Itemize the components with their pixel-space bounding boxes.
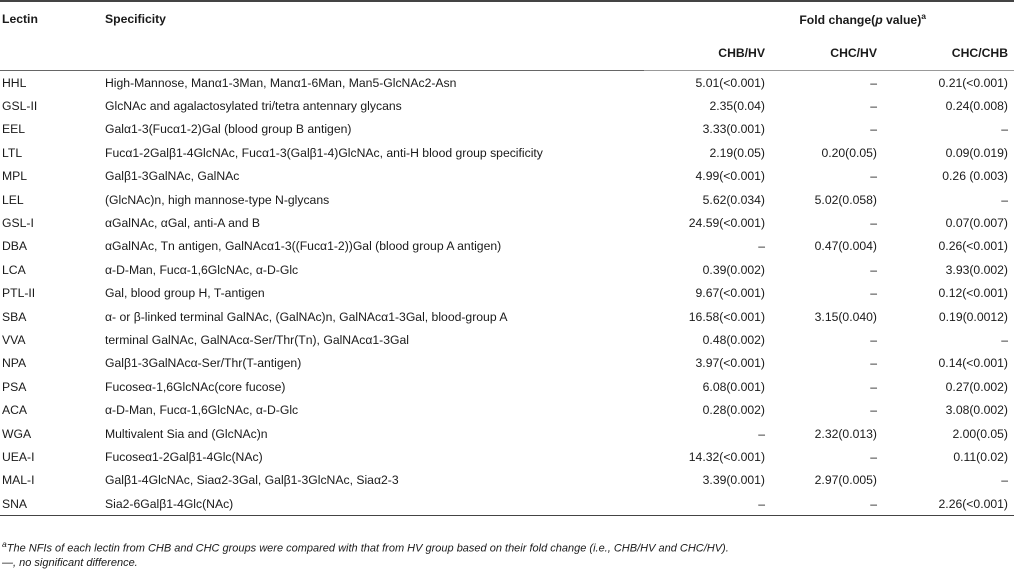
footnote-a [2,539,729,555]
cell-lectin: MAL-I [2,473,35,488]
cell-specificity: α-D-Man, Fucα-1,6GlcNAc, α-D-Glc [105,403,299,418]
cell-lectin: VVA [2,332,26,347]
table-row [0,469,1014,492]
cell-lectin: DBA [2,239,28,254]
table-row [0,422,1014,445]
cell-chc-hv: 3.15(0.040) [814,309,877,324]
table-row [0,328,1014,351]
table-row [0,118,1014,141]
cell-lectin: UEA-I [2,449,35,464]
table-body [0,71,1014,516]
table-row [0,94,1014,117]
table-row [0,235,1014,258]
cell-specificity: Multivalent Sia and (GlcNAc)n [105,426,268,441]
footnote-dash: —, no significant difference. [2,557,138,569]
cell-lectin: ACA [2,403,28,418]
cell-chc-hv: – [870,169,877,184]
table-row [0,305,1014,328]
cell-lectin: MPL [2,169,28,184]
cell-specificity: αGalNAc, αGal, anti-A and B [105,216,260,231]
cell-chc-chb: 2.26(<0.001) [883,492,1014,516]
cell-chc-hv: – [870,332,877,347]
table-row [0,282,1014,305]
cell-specificity: Fucα1-2Galβ1-4GlcNAc, Fucα1-3(Galβ1-4)GlcNAc, anti-H blood group specificity [105,145,543,160]
cell-chb-hv: 2.35(0.04) [709,99,765,114]
cell-chb-hv: 0.28(0.002) [702,403,765,418]
cell-specificity: High-Mannose, Manα1-3Man, Manα1-6Man, Man5-GlcNAc2-Asn [105,75,457,90]
cell-chb-hv: – [644,492,771,516]
cell-chb-hv: 3.39(0.001) [702,473,765,488]
cell-lectin: LCA [2,262,26,277]
table-row [0,375,1014,398]
cell-chc-chb: 0.07(0.007) [945,216,1008,231]
cell-specificity: Galβ1-3GalNAc, GalNAc [105,169,240,184]
cell-specificity: (GlcNAc)n, high mannose-type N-glycans [105,192,330,207]
cell-lectin: SNA [0,492,104,516]
cell-lectin: HHL [2,75,27,90]
cell-chc-chb: 0.09(0.019) [945,145,1008,160]
table-row [0,188,1014,211]
cell-chb-hv: 9.67(<0.001) [695,286,765,301]
cell-chc-hv: 0.20(0.05) [821,145,877,160]
cell-chc-chb: 0.26(<0.001) [938,239,1008,254]
cell-chc-hv: – [771,492,883,516]
cell-chc-chb: 0.26 (0.003) [942,169,1008,184]
table-row [0,445,1014,468]
cell-chb-hv: 24.59(<0.001) [688,216,765,231]
cell-chb-hv: – [758,239,765,254]
cell-chb-hv: 16.58(<0.001) [688,309,765,324]
col-header-specificity: Specificity [105,12,166,26]
cell-chc-hv: – [870,122,877,137]
cell-chc-chb: 0.27(0.002) [945,379,1008,394]
col-header-chc-hv: CHC/HV [771,36,883,71]
cell-lectin: PSA [2,379,27,394]
cell-chc-chb: 0.14(<0.001) [938,356,1008,371]
cell-chc-hv: – [870,403,877,418]
cell-lectin: LEL [2,192,24,207]
cell-chc-hv: 2.97(0.005) [814,473,877,488]
cell-lectin: LTL [2,145,23,160]
col-header-lectin: Lectin [2,12,38,26]
cell-chc-chb: – [1001,332,1008,347]
cell-chc-hv: – [870,286,877,301]
cell-chb-hv: 5.62(0.034) [702,192,765,207]
cell-specificity: Galβ1-3GalNAcα-Ser/Thr(T-antigen) [105,356,302,371]
cell-chb-hv: 2.19(0.05) [709,145,765,160]
fold-change-p: p [875,13,883,28]
cell-chc-chb: 0.11(0.02) [953,449,1008,464]
table-row [0,492,1014,516]
col-header-chc-chb: CHC/CHB [883,36,1014,71]
cell-specificity: αGalNAc, Tn antigen, GalNAcα1-3((Fucα1-2))Gal (blood group A antigen) [105,239,502,254]
cell-chb-hv: – [758,426,765,441]
cell-chc-chb: 0.12(<0.001) [938,286,1008,301]
cell-specificity: Fucoseα1-2Galβ1-4Glc(NAc) [105,449,263,464]
cell-lectin: WGA [2,426,32,441]
cell-chc-hv: – [870,75,877,90]
col-header-fold-change [644,1,1014,36]
cell-chb-hv: 0.48(0.002) [702,332,765,347]
cell-chc-chb: – [1001,192,1008,207]
cell-chc-hv: – [870,216,877,231]
cell-lectin: GSL-I [2,216,34,231]
cell-chc-hv: 2.32(0.013) [814,426,877,441]
cell-chb-hv: 4.99(<0.001) [695,169,765,184]
cell-lectin: EEL [2,122,26,137]
fold-change-suffix: value) [882,13,922,28]
cell-specificity: α-D-Man, Fucα-1,6GlcNAc, α-D-Glc [105,262,299,277]
header-spacer-specificity [104,36,644,71]
cell-specificity: Gal, blood group H, T-antigen [105,286,265,301]
table-row [0,71,1014,95]
footnote-a-mark: a [2,539,7,549]
cell-chc-chb: 3.93(0.002) [945,262,1008,277]
table-row [0,258,1014,281]
cell-lectin: PTL-II [2,286,36,301]
cell-chc-hv: – [870,262,877,277]
cell-chc-chb: – [1001,473,1008,488]
cell-lectin: GSL-II [2,99,38,114]
col-header-chb-hv: CHB/HV [644,36,771,71]
cell-chc-chb: 0.19(0.0012) [938,309,1008,324]
header-row-bottom [0,36,1014,71]
cell-chc-hv: – [870,449,877,464]
table-row [0,352,1014,375]
cell-chc-hv: 0.47(0.004) [814,239,877,254]
cell-chc-hv: – [870,99,877,114]
table-row [0,211,1014,234]
cell-chc-hv: 5.02(0.058) [814,192,877,207]
footnote-a-text: The NFIs of each lectin from CHB and CHC groups were compared with that from HV group based on their fold change (i.e., CHB/HV and CHC/HV). [6,542,729,555]
cell-chb-hv: 3.97(<0.001) [695,356,765,371]
cell-chc-chb: 3.08(0.002) [945,403,1008,418]
fold-change-footnote-mark: a [921,10,926,21]
cell-chb-hv: 6.08(0.001) [702,379,765,394]
cell-chb-hv: 0.39(0.002) [702,262,765,277]
cell-chb-hv: 5.01(<0.001) [695,75,765,90]
fold-change-label: Fold change( [799,13,876,28]
cell-chb-hv: 3.33(0.001) [702,122,765,137]
header-row-top [0,1,1014,36]
cell-chc-chb: 2.00(0.05) [952,426,1008,441]
cell-chb-hv: 14.32(<0.001) [688,449,765,464]
table-row [0,398,1014,421]
header-spacer-lectin [0,36,104,71]
cell-specificity: α- or β-linked terminal GalNAc, (GalNAc)n, GalNAcα1-3Gal, blood-group A [105,309,508,324]
cell-specificity: Galα1-3(Fucα1-2)Gal (blood group B antigen) [105,122,352,137]
cell-specificity: GlcNAc and agalactosylated tri/tetra antennary glycans [105,99,402,114]
cell-chc-hv: – [870,356,877,371]
cell-chc-chb: 0.24(0.008) [945,99,1008,114]
cell-specificity: Sia2-6Galβ1-4Glc(NAc) [104,492,644,516]
cell-specificity: Fucoseα-1,6GlcNAc(core fucose) [105,379,286,394]
cell-chc-chb: 0.21(<0.001) [938,75,1008,90]
cell-specificity: Galβ1-4GlcNAc, Siaα2-3Gal, Galβ1-3GlcNAc, Siaα2-3 [105,473,399,488]
cell-lectin: SBA [2,309,27,324]
cell-chc-chb: – [1001,122,1008,137]
cell-specificity: terminal GalNAc, GalNAcα-Ser/Thr(Tn), GalNAcα1-3Gal [105,332,409,347]
table-row [0,141,1014,164]
table-row [0,165,1014,188]
cell-chc-hv: – [870,379,877,394]
cell-lectin: NPA [2,356,27,371]
